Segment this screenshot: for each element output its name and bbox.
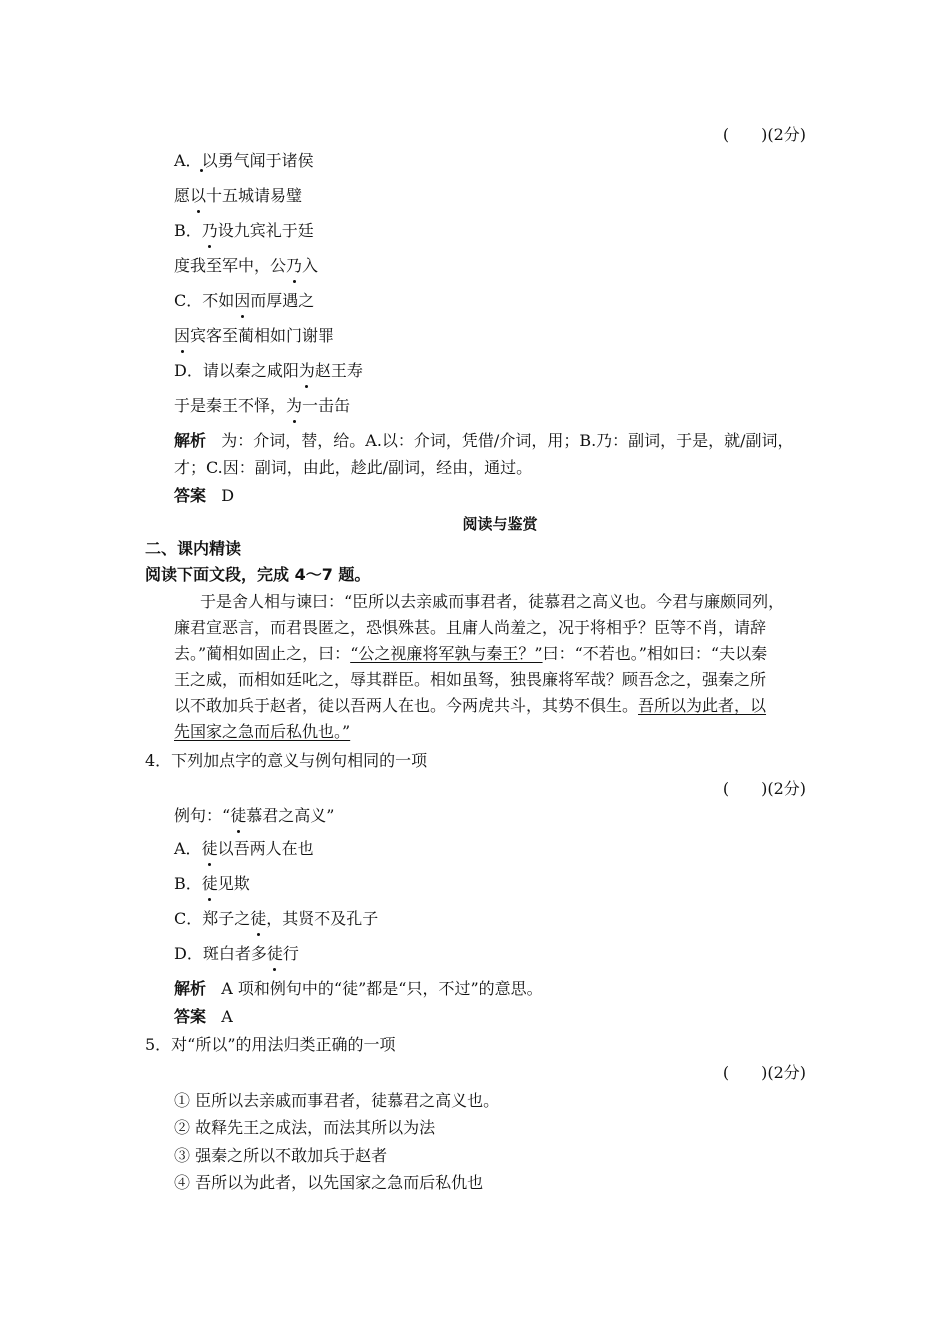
analysis-label: 解析 (174, 431, 207, 450)
q4-example: 例句：“徒慕君之高义” (174, 806, 335, 825)
answer-label: 答案 (174, 486, 207, 505)
q4-score: ( )(2分) (722, 779, 806, 798)
q4-option-b: B．徒见欺 (174, 874, 250, 893)
passage-line: 王之威，而相如廷叱之，辱其群臣。相如虽驽，独畏廉将军哉？顾吾念之，强秦之所 (174, 670, 767, 689)
dot-char: 以 (190, 186, 207, 205)
q3-option-c-line2: 因宾客至蔺相如门谢罪 (174, 326, 335, 345)
dot-char: 徒 (250, 909, 267, 928)
passage-line (174, 721, 350, 743)
q5-stem: 5．对“所以”的用法归类正确的一项 (145, 1035, 396, 1054)
q3-option-a-line1: A．以勇气闻于诸侯 (174, 151, 314, 170)
q3-option-d-line1: D．请以秦之咸阳为赵王寿 (174, 361, 363, 380)
dot-char: 徒 (201, 874, 218, 893)
q4-answer: 答案 A (174, 1007, 233, 1026)
section-heading: 二、课内精读 (145, 539, 242, 558)
dot-char: 因 (174, 326, 191, 345)
q5-score: ( )(2分) (722, 1063, 806, 1082)
dot-char: 乃 (286, 256, 303, 275)
passage-line: 于是舍人相与谏曰：“臣所以去亲戚而事君者，徒慕君之高义也。今君与廉颇同列， (200, 592, 785, 611)
underlined-sentence: 吾所以为此者，以 (638, 696, 767, 715)
q5-item: ④ 吾所以为此者，以先国家之急而后私仇也 (174, 1173, 484, 1192)
q4-analysis: 解析 A 项和例句中的“徒”都是“只，不过”的意思。 (174, 979, 543, 998)
section-title: 阅读与鉴赏 (462, 515, 538, 533)
q5-item: ① 臣所以去亲戚而事君者，徒慕君之高义也。 (174, 1091, 500, 1110)
dot-char: 徒 (266, 944, 283, 963)
instruction: 阅读下面文段，完成 4～7 题。 (145, 565, 371, 584)
q3-option-c-line1: C．不如因而厚遇之 (174, 291, 315, 310)
q3-option-d-line2: 于是秦王不怿，为一击缶 (174, 396, 351, 415)
answer-label: 答案 (174, 1007, 207, 1026)
passage-line: 以不敢加兵于赵者，徒以吾两人在也。今两虎共斗，其势不俱生。吾所以为此者，以 (174, 696, 767, 715)
q4-stem: 4．下列加点字的意义与例句相同的一项 (145, 751, 428, 770)
q3-option-b-line2: 度我至军中，公乃入 (174, 256, 319, 275)
q3-answer: 答案 D (174, 486, 235, 505)
q3-score: ( )(2分) (722, 125, 806, 144)
passage-line: 廉君宣恶言，而君畏匿之，恐惧殊甚。且庸人尚羞之，况于将相乎？臣等不肖，请辞 (174, 618, 767, 637)
q3-analysis-line1: 解析 为：介词，替，给。A.以：介词，凭借/介词，用；B.乃：副词，于是，就/副词， (174, 431, 794, 450)
underlined-sentence: 先国家之急而后私仇也。” (174, 722, 351, 741)
q5-item: ③ 强秦之所以不敢加兵于赵者 (174, 1146, 388, 1165)
dot-char: 为 (286, 396, 303, 415)
dot-char: 徒 (201, 839, 218, 858)
dot-char: 为 (298, 361, 315, 380)
q4-option-a: A．徒以吾两人在也 (174, 839, 314, 858)
q4-option-d: D．斑白者多徒行 (174, 944, 299, 963)
dot-char: 乃 (201, 221, 218, 240)
q3-analysis-line2: 才；C.因：副词，由此，趁此/副词，经由，通过。 (174, 458, 533, 477)
dot-char: 因 (234, 291, 251, 310)
passage-line: 去。”蔺相如固止之，曰：“公之视廉将军孰与秦王？”曰：“不若也。”相如曰：“夫以秦 (174, 644, 768, 663)
q3-option-b-line1: B．乃设九宾礼于廷 (174, 221, 314, 240)
dot-char: 徒 (230, 806, 247, 825)
q5-item: ② 故释先王之成法，而法其所以为法 (174, 1118, 436, 1137)
q4-option-c: C．郑子之徒，其贤不及孔子 (174, 909, 379, 928)
underlined-sentence: “公之视廉将军孰与秦王？” (350, 644, 543, 663)
analysis-label: 解析 (174, 979, 207, 998)
q3-option-a-line2: 愿以十五城请易璧 (174, 186, 303, 205)
